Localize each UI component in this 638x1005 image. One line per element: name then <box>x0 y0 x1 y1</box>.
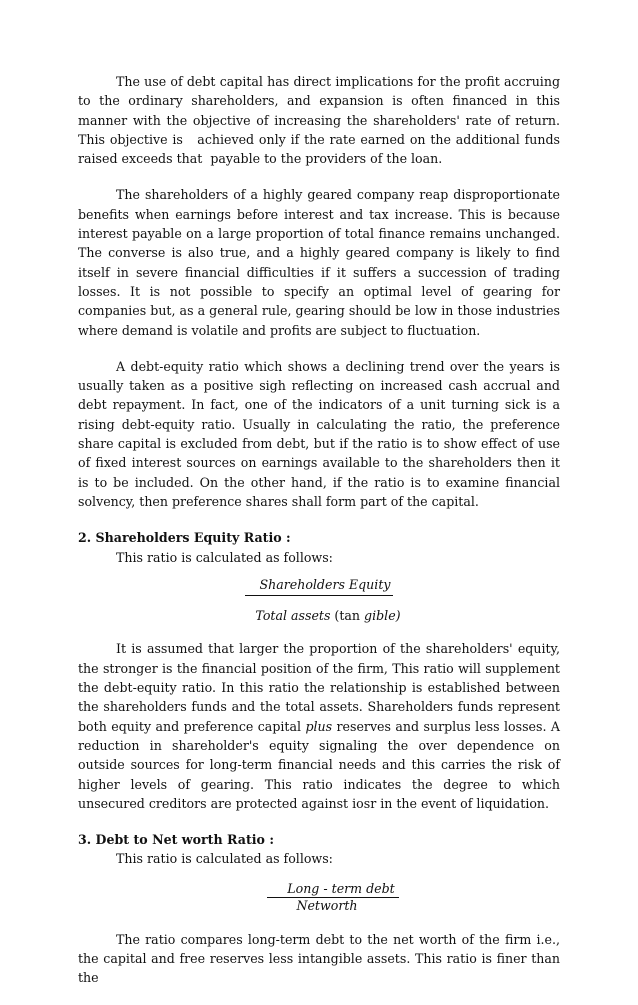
paragraph-text-part-2: reserves and surplus less losses. A reduction in shareholder's equity signaling the over dependence on outside sources for long-term financial needs and this carries the risk of higher levels of gearing. This ratio indicates the degree to which unsecured creditors are protected against iosr in the event of liquidation. <box>78 718 565 811</box>
section-intro-shareholders-equity: This ratio is calculated as follows: <box>116 549 333 565</box>
paragraph-emphasis-plus: plus <box>305 718 333 734</box>
formula-denominator: Networth <box>296 897 358 913</box>
denominator-tan: (tan <box>330 608 365 624</box>
formula-shareholders-equity-ratio <box>78 575 560 626</box>
paragraph-highly-geared: The shareholders of a highly geared company reap disproportionate benefits when earnings before interest and tax increase. This is because interest payable on a large proportion of total finance remains unchanged. The converse is also true, and a highly geared company is likely to find itself in severe financial difficulties if it suffers a succession of trading losses. It is not possible to specify an optimal level of gearing for companies but, as a general rule, gearing should be low in those industries where demand is volatile and profits are subject to fluctuation. <box>78 187 565 338</box>
section-heading-shareholders-equity-ratio: 2. Shareholders Equity Ratio : <box>78 530 291 546</box>
paragraph-text-part-1: It is assumed that larger the proportion of the shareholders' equity, the stronger is the financial position of the firm, This ratio will supplement the debt-equity ratio. In this ratio the relationship is established between the shareholders funds and the total assets. Shareholders funds represent both equity and preference capital <box>78 641 565 734</box>
paragraph-shareholders-equity-explanation <box>78 639 565 813</box>
paragraph-debt-capital: The use of debt capital has direct implications for the profit accruing to the ordinary shareholders, and expansion is often financed in this manner with the objective of increasing the shareholders' rate of return. This objective is achieved only if the rate earned on the additional funds raised exceeds that payable to the providers of the loan. <box>78 74 565 167</box>
document-page <box>78 72 565 1005</box>
formula-numerator: Shareholders Equity <box>245 575 392 596</box>
formula-denominator <box>253 606 402 625</box>
denominator-gible: gible) <box>364 608 401 624</box>
denominator-total-assets: Total assets <box>255 608 331 624</box>
paragraph-debt-to-net-worth-explanation: The ratio compares long-term debt to the net worth of the firm i.e., the capital and free reserves less intangible assets. This ratio is finer than the <box>78 931 565 986</box>
section-intro-debt-to-net-worth: This ratio is calculated as follows: <box>116 851 333 867</box>
paragraph-debt-equity-trend: A debt-equity ratio which shows a declining trend over the years is usually taken as a positive sigh reflecting on increased cash accrual and debt repayment. In fact, one of the indicators of a unit turning sick is a rising debt-equity ratio. Usually in calculating the ratio, the preference share capital is excluded from debt, but if the ratio is to show effect of use of fixed interest sources on earnings available to the shareholders then it is to be included. On the other hand, if the ratio is to examine financial solvency, then preference shares shall form part of the capital. <box>78 358 565 509</box>
formula-numerator: Long - term debt <box>267 881 399 898</box>
section-heading-debt-to-net-worth-ratio: 3. Debt to Net worth Ratio : <box>78 832 274 848</box>
formula-debt-to-net-worth-ratio <box>78 881 560 914</box>
